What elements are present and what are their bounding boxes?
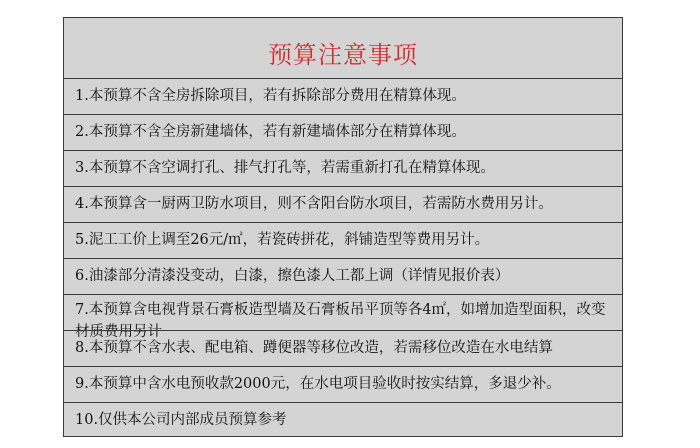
note-item-8: 8.本预算不含水表、配电箱、蹲便器等移位改造，若需移位改造在水电结算 (64, 330, 622, 366)
note-item-3: 3.本预算不含空调打孔、排气打孔等，若需重新打孔在精算体现。 (64, 150, 622, 186)
note-item-7: 7.本预算含电视背景石膏板造型墙及石膏板吊平顶等各4㎡，如增加造型面积，改变材质费用另计 (64, 294, 622, 330)
note-item-10: 10.仅供本公司内部成员预算参考 (64, 402, 622, 439)
note-item-6: 6.油漆部分清漆没变动，白漆，擦色漆人工都上调（详情见报价表） (64, 258, 622, 294)
note-item-5: 5.泥工工价上调至26元/㎡，若瓷砖拼花，斜铺造型等费用另计。 (64, 222, 622, 258)
document-title: 预算注意事项 (268, 41, 418, 69)
note-item-1: 1.本预算不含全房拆除项目，若有拆除部分费用在精算体现。 (64, 78, 622, 114)
note-item-2: 2.本预算不含全房新建墙体，若有新建墙体部分在精算体现。 (64, 114, 622, 150)
note-item-4: 4.本预算含一厨两卫防水项目，则不含阳台防水项目，若需防水费用另计。 (64, 186, 622, 222)
budget-notes-sheet (63, 17, 623, 437)
note-item-9: 9.本预算中含水电预收款2000元，在水电项目验收时按实结算，多退少补。 (64, 366, 622, 402)
